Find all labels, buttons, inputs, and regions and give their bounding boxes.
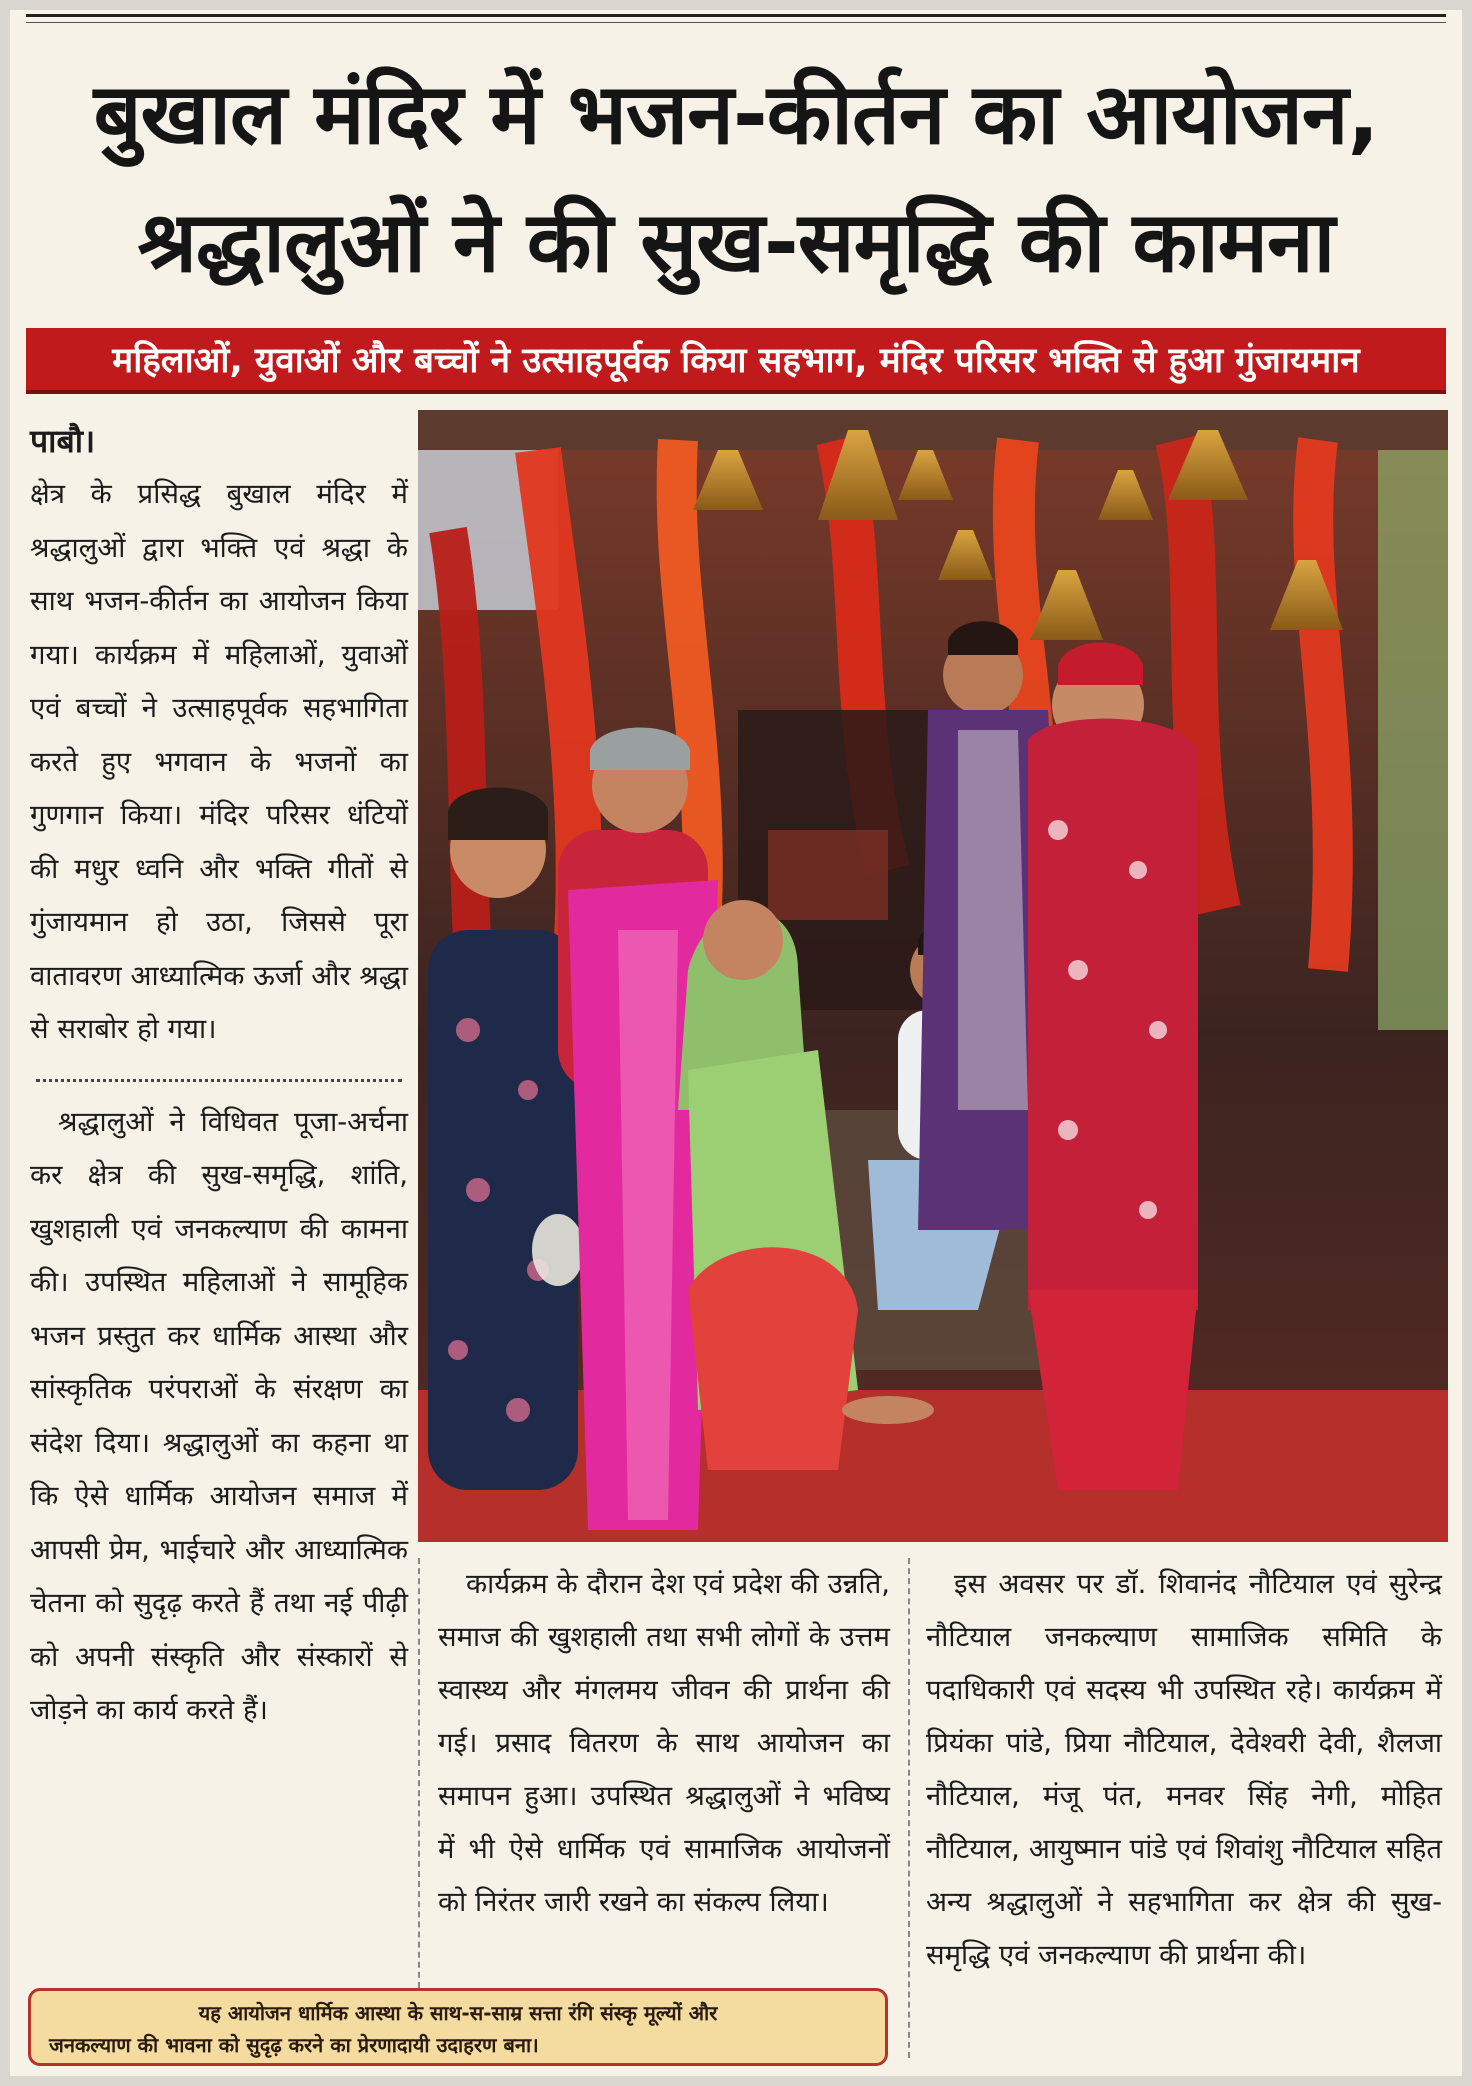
highlight-callout [28, 1988, 888, 2066]
top-rule [26, 14, 1446, 17]
newspaper-page [10, 10, 1462, 2076]
photo-illustration [418, 410, 1448, 1542]
dateline: पाबौ। [30, 422, 96, 460]
article-column-middle [438, 1558, 890, 1929]
column-rule-1 [418, 1558, 420, 1988]
headline-line-2: श्रद्धालुओं ने की सुख-समृद्धि की कामना [137, 193, 1335, 291]
paragraph-4: इस अवसर पर डॉ. शिवानंद नौटियाल एवं सुरेन्द्र नौटियाल जनकल्याण सामाजिक समिति के पदाधिकारी एवं सदस्य भी उपस्थित रहे। कार्यक्रम में प्रियंका पांडे, प्रिया नौटियाल, देवेश्वरी देवी, शैलजा नौटियाल, मंजू पंत, मनवर सिंह नेगी, मोहित नौटियाल, आयुष्मान पांडे एवं शिवांशु नौटियाल सहित अन्य श्रद्धालुओं ने सहभागिता कर क्षेत्र की सुख-समृद्धि एवं जनकल्याण की प्रार्थना की। [926, 1568, 1442, 1971]
article-column-right [926, 1558, 1442, 1982]
headline-line-1: बुखाल मंदिर में भजन-कीर्तन का आयोजन, [93, 65, 1379, 163]
callout-line-1: यह आयोजन धार्मिक आस्था के साथ-स-साम्र सत्ता रंगि संस्कृ मूल्यों और [198, 2001, 718, 2025]
callout-line-2: जनकल्याण की भावना को सुदृढ़ करने का प्रेरणादायी उदाहरण बना। [49, 2033, 539, 2057]
dotted-divider [36, 1079, 402, 1082]
paragraph-1: क्षेत्र के प्रसिद्ध बुखाल मंदिर में श्रद्धालुओं द्वारा भक्ति एवं श्रद्धा के साथ भजन-कीर्तन का आयोजन किया गया। कार्यक्रम में महिलाओं, युवाओं एवं बच्चों ने उत्साहपूर्वक सहभागिता करते हुए भगवान के भजनों का गुणगान किया। मंदिर परिसर धंटियों की मधुर ध्वनि और भक्ति गीतों से गुंजायमान हो उठा, जिससे पूरा वातावरण आध्यात्मिक ऊर्जा और श्रद्धा से सराबोर हो गया। [30, 478, 408, 1045]
paragraph-3: कार्यक्रम के दौरान देश एवं प्रदेश की उन्नति, समाज की खुशहाली तथा सभी लोगों के उत्तम स्वास्थ्य और मंगलमय जीवन की प्रार्थना की गई। प्रसाद वितरण के साथ आयोजन का समापन हुआ। उपस्थित श्रद्धालुओं ने भविष्य में भी ऐसे धार्मिक एवं सामाजिक आयोजनों को निरंतर जारी रखने का संकल्प लिया। [438, 1568, 890, 1918]
subheadline-banner: महिलाओं, युवाओं और बच्चों ने उत्साहपूर्वक किया सहभाग, मंदिर परिसर भक्ति से हुआ गुंजायमान [26, 328, 1446, 394]
paragraph-2: श्रद्धालुओं ने विधिवत पूजा-अर्चना कर क्षेत्र की सुख-समृद्धि, शांति, खुशहाली एवं जनकल्याण की कामना की। उपस्थित महिलाओं ने सामूहिक भजन प्रस्तुत कर धार्मिक आस्था और सांस्कृतिक परंपराओं के संरक्षण का संदेश दिया। श्रद्धालुओं का कहना था कि ऐसे धार्मिक आयोजन समाज में आपसी प्रेम, भाईचारे और आध्यात्मिक चेतना को सुदृढ़ करते हैं तथा नई पीढ़ी को अपनी संस्कृति और संस्कारों से जोड़ने का कार्य करते हैं। [30, 1105, 408, 1726]
temple-group-photo [418, 410, 1448, 1542]
headline [30, 50, 1442, 306]
column-rule-2 [908, 1558, 910, 2058]
top-rule-thin [26, 22, 1446, 23]
article-column-left [30, 414, 408, 1738]
